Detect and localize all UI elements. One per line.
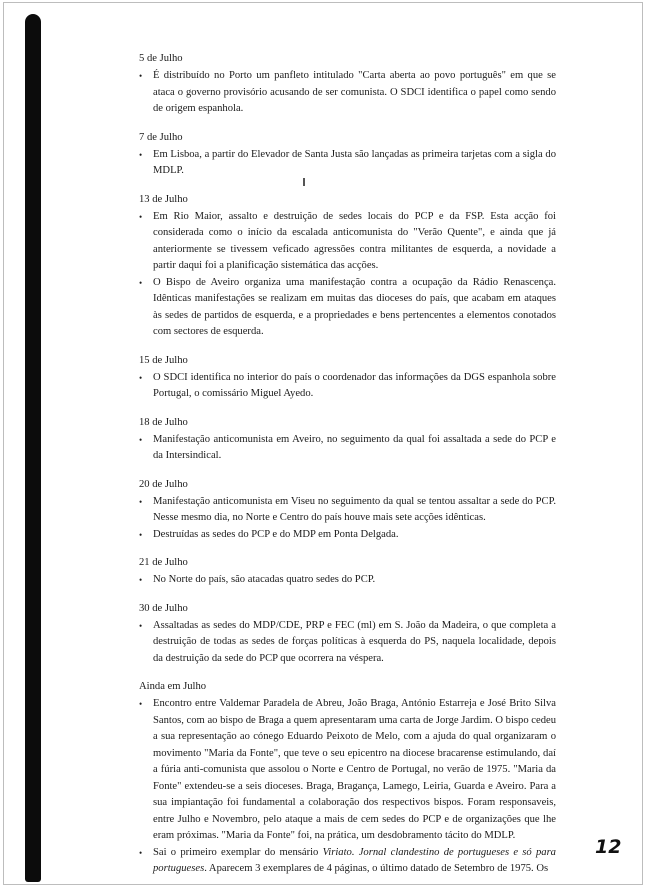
entry-list: [139, 68, 556, 118]
chronology-entries: [139, 52, 556, 667]
chronology-entry: [139, 354, 556, 403]
entry-date: 20 de Julho: [139, 478, 188, 490]
entry-list: [139, 494, 556, 544]
entry-date: Ainda em Julho: [139, 681, 207, 692]
entry-item: [139, 845, 556, 878]
entry-list: [139, 209, 556, 341]
entry-item: • Em Lisboa, a partir do Elevador de Santa Justa são lançadas as primeira tarjetas com a sigla do MDLP.: [139, 147, 556, 180]
entry-item: • Manifestação anticomunista em Aveiro, no seguimento da qual foi assaltada a sede do PCP e da Intersindical.: [139, 432, 556, 465]
entry-list: [139, 618, 556, 668]
entry-date: 18 de Julho: [139, 416, 188, 428]
entry-date: 15 de Julho: [139, 354, 188, 366]
entry-date: 30 de Julho: [139, 602, 188, 614]
newspaper-title: Viriato. Jornal clandestino de portugueses e só para portugueses: [153, 846, 556, 874]
entry-list: [139, 572, 556, 589]
entry-list: [139, 432, 556, 465]
entry-item: • O Bispo de Aveiro organiza uma manifestação contra a ocupação da Rádio Renascença. Idênticas manifestações se realizam em muitas das dioceses do país, que acabam em ataques às sedes de partidos de esquerda, e a propriedades e bens pertencentes a elementos conotados com sectores de esquerda.: [139, 275, 556, 341]
chronology-entry: [139, 556, 556, 589]
item-text: . Aparecem 3 exemplares de 4 páginas, o último datado de Setembro de 1975. Os: [204, 863, 549, 874]
chronology-entry: [139, 193, 556, 341]
chronology-entry: [139, 131, 556, 180]
entry-item: • Em Rio Maior, assalto e destruição de sedes locais do PCP e da FSP. Esta acção foi considerada como o início da escalada anticomunista do "Verão Quente", e ainda que já anteriormente se tivessem veficado agressões contra militantes de esquerda, a novidade a partir daqui foi a planificação sistemática das acções.: [139, 209, 556, 275]
entry-list: [139, 147, 556, 180]
entry-item: • É distribuído no Porto um panfleto intitulado "Carta aberta ao povo português" em que se ataca o governo provisório acusando de ser comunista. O SDCI identifica o papel como sendo de origem espanhola.: [139, 68, 556, 118]
entry-list: [139, 370, 556, 403]
entry-item: • Encontro entre Valdemar Paradela de Abreu, João Braga, António Estarreja e José Brito Silva Santos, com ao bispo de Braga a quem apresentaram uma carta de Jorge Jardim. O bispo cedeu a sua representação ao cónego Eduardo Peixoto de Melo, com a ajuda do qual organizaram o movimento "Maria da Fonte", que teve o seu epicentro na diocese bracarense estimulando, daí a fúria anti-comunista que assolou o Norte e Centro de Portugal, no verão de 1975. "Maria da Fonte" extendeu-se a seis dioceses. Braga, Bragança, Lamego, Leiria, Guarda e Aveiro. Para a sua impiantação foi fundamental a colaboração dos respectivos bispos. Foram responsaveis, entre Julho e Novembro, pelo ataque a mais de cem sedes do PCP e de organizações que lhe eram próximas. "Maria da Fonte" foi, na prática, um desdobramento tácito do MDLP.: [139, 696, 556, 845]
entry-list: [139, 696, 556, 878]
chronology-entry: [139, 478, 556, 544]
entry-item: • Manifestação anticomunista em Viseu no seguimento da qual se tentou assaltar a sede do PCP. Nesse mesmo dia, no Norte e Centro do país houve mais sete acções idênticas.: [139, 494, 556, 527]
entry-item: • No Norte do país, são atacadas quatro sedes do PCP.: [139, 572, 556, 589]
entry-item: • Assaltadas as sedes do MDP/CDE, PRP e FEC (ml) em S. João da Madeira, o que completa a destruição de todas as sedes de forças políticas à esquerda do PS, naquela localidade, depois da destruição da sede do PCP que ocorrera na véspera.: [139, 618, 556, 668]
page-number: 12: [595, 836, 622, 858]
entry-item: • O SDCI identifica no interior do país o coordenador das informações da DGS espanhola sobre Portugal, o comissário Miguel Ayedo.: [139, 370, 556, 403]
entry-item: • Destruídas as sedes do PCP e do MDP em Ponta Delgada.: [139, 527, 556, 544]
chronology-entry: [139, 52, 556, 118]
entry-date: 13 de Julho: [139, 193, 188, 205]
entry-date: 21 de Julho: [139, 557, 188, 568]
document-body: [139, 52, 556, 891]
entry-date: 7 de Julho: [139, 131, 183, 143]
chronology-entry: [139, 416, 556, 465]
entry-ainda-em-julho: [139, 680, 556, 878]
chronology-entry: [139, 602, 556, 668]
binding-shadow: [25, 14, 41, 882]
item-text: Sai o primeiro exemplar do mensário: [153, 846, 323, 858]
entry-date: 5 de Julho: [139, 53, 183, 64]
